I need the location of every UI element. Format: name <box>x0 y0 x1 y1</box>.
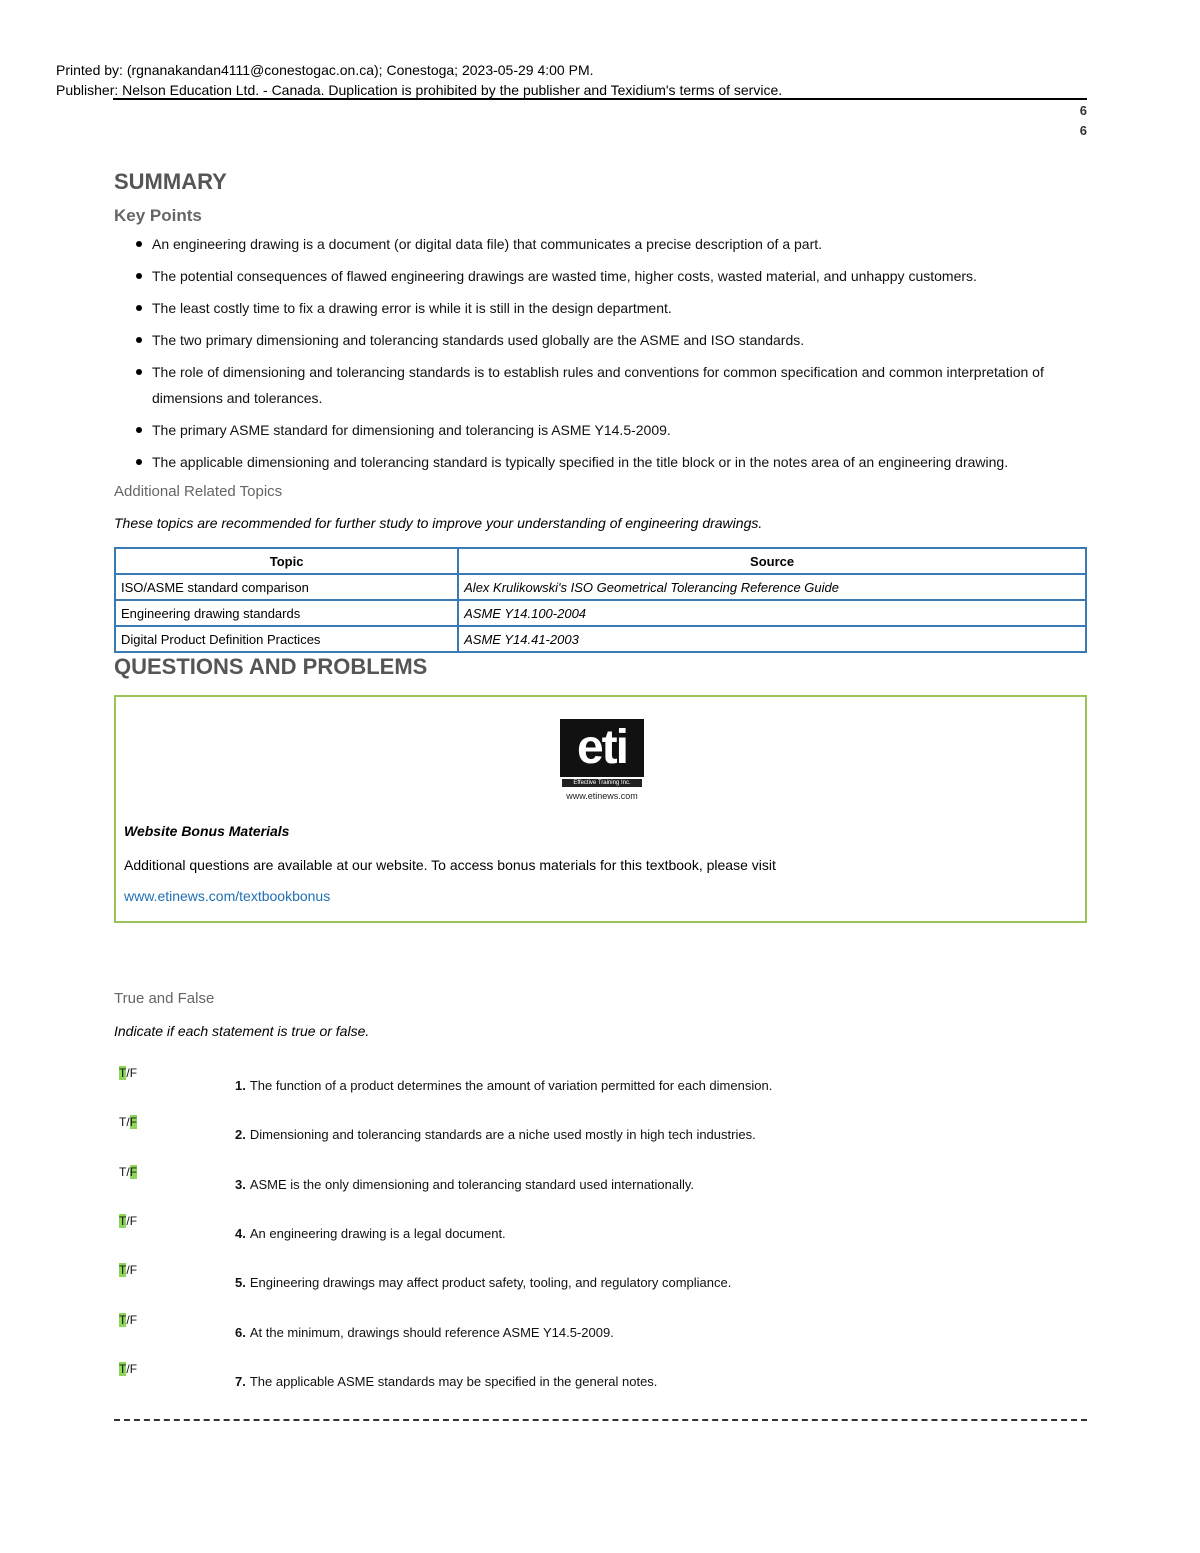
true-option[interactable]: T <box>119 1066 127 1080</box>
question-text: At the minimum, drawings should reference ASME Y14.5-2009. <box>249 1325 614 1340</box>
true-option[interactable]: T <box>119 1313 127 1327</box>
logo-url: www.etinews.com <box>566 791 638 801</box>
bullet-icon <box>136 369 142 375</box>
question-text: The function of a product determines the amount of variation permitted for each dimension. <box>249 1078 773 1093</box>
related-topics-note: These topics are recommended for further study to improve your understanding of engineering drawings. <box>114 515 763 531</box>
list-item: The primary ASME standard for dimensioning and tolerancing is ASME Y14.5-2009. <box>114 417 1087 443</box>
tf-answer-mark[interactable] <box>119 1313 137 1327</box>
question-number: 6. <box>235 1325 246 1340</box>
bullet-icon <box>136 459 142 465</box>
topic-cell: ISO/ASME standard comparison <box>115 574 458 600</box>
tf-question <box>235 1078 772 1093</box>
source-cell: ASME Y14.100-2004 <box>458 600 1086 626</box>
true-false-heading: True and False <box>114 990 215 1007</box>
tf-item <box>114 1313 1087 1343</box>
question-number: 2. <box>235 1127 246 1142</box>
source-cell: ASME Y14.41-2003 <box>458 626 1086 652</box>
false-option[interactable]: F <box>129 1263 138 1277</box>
false-option[interactable]: F <box>129 1165 138 1179</box>
source-cell: Alex Krulikowski's ISO Geometrical Tolerancing Reference Guide <box>458 574 1086 600</box>
tf-answer-mark[interactable] <box>119 1263 137 1277</box>
eti-logo <box>560 719 644 801</box>
bullet-icon <box>136 427 142 433</box>
tf-item <box>114 1115 1087 1145</box>
printed-by-line: Printed by: (rgnanakandan4111@conestogac.on.ca); Conestoga; 2023-05-29 4:00 PM. <box>56 62 594 78</box>
bullet-icon <box>136 337 142 343</box>
list-item: The least costly time to fix a drawing error is while it is still in the design department. <box>114 295 1087 321</box>
bullet-icon <box>136 305 142 311</box>
question-number: 7. <box>235 1374 246 1389</box>
false-option[interactable]: F <box>129 1362 138 1376</box>
bonus-title: Website Bonus Materials <box>124 823 290 839</box>
true-option[interactable]: T <box>119 1165 127 1179</box>
tf-question <box>235 1275 731 1290</box>
bullet-icon <box>136 273 142 279</box>
related-topics-table <box>114 547 1087 653</box>
header-divider <box>113 98 1087 100</box>
question-number: 5. <box>235 1275 246 1290</box>
false-option[interactable]: F <box>129 1115 138 1129</box>
question-text: The applicable ASME standards may be specified in the general notes. <box>249 1374 658 1389</box>
tf-item <box>114 1362 1087 1392</box>
bonus-link[interactable]: www.etinews.com/textbookbonus <box>124 888 331 904</box>
option-separator: / <box>126 1066 130 1080</box>
true-option[interactable]: T <box>119 1362 127 1376</box>
false-option[interactable]: F <box>129 1313 138 1327</box>
main-content <box>114 168 1087 923</box>
true-false-note: Indicate if each statement is true or false. <box>114 1023 370 1039</box>
tf-answer-mark[interactable] <box>119 1362 137 1376</box>
option-separator: / <box>126 1362 130 1376</box>
false-option[interactable]: F <box>129 1214 138 1228</box>
tf-item <box>114 1263 1087 1293</box>
tf-question <box>235 1127 756 1142</box>
list-item: The two primary dimensioning and tolerancing standards used globally are the ASME and ISO standards. <box>114 327 1087 353</box>
column-header-topic: Topic <box>115 548 458 574</box>
column-header-source: Source <box>458 548 1086 574</box>
tf-answer-mark[interactable] <box>119 1115 137 1129</box>
option-separator: / <box>126 1115 130 1129</box>
questions-heading: QUESTIONS AND PROBLEMS <box>114 654 428 679</box>
tf-question <box>235 1325 614 1340</box>
tf-answer-mark[interactable] <box>119 1214 137 1228</box>
table-row <box>115 626 1086 652</box>
tf-item <box>114 1066 1087 1096</box>
question-text: ASME is the only dimensioning and tolerancing standard used internationally. <box>249 1177 695 1192</box>
bonus-text: Additional questions are available at our website. To access bonus materials for this textbook, please visit <box>124 857 776 873</box>
print-header <box>56 60 782 100</box>
bonus-materials-box <box>114 695 1087 923</box>
key-points-list <box>114 231 1087 475</box>
true-option[interactable]: T <box>119 1263 127 1277</box>
table-header-row <box>115 548 1086 574</box>
list-item: The applicable dimensioning and tolerancing standard is typically specified in the title block or in the notes area of an engineering drawing. <box>114 449 1087 475</box>
tf-answer-mark[interactable] <box>119 1066 137 1080</box>
table-row <box>115 600 1086 626</box>
true-option[interactable]: T <box>119 1115 127 1129</box>
table-row <box>115 574 1086 600</box>
tf-question <box>235 1177 694 1192</box>
bottom-divider <box>114 1419 1087 1421</box>
false-option[interactable]: F <box>129 1066 138 1080</box>
tf-item <box>114 1165 1087 1195</box>
logo-tagline: Effective Training Inc. <box>562 779 642 787</box>
summary-heading: SUMMARY <box>114 169 227 194</box>
publisher-line: Publisher: Nelson Education Ltd. - Canada. Duplication is prohibited by the publisher and Texidium's terms of service. <box>56 82 783 98</box>
list-item: The potential consequences of flawed engineering drawings are wasted time, higher costs, wasted material, and unhappy customers. <box>114 263 1087 289</box>
tf-question <box>235 1374 657 1389</box>
option-separator: / <box>126 1214 130 1228</box>
related-topics-heading: Additional Related Topics <box>114 483 283 500</box>
key-points-heading: Key Points <box>114 206 202 225</box>
true-option[interactable]: T <box>119 1214 127 1228</box>
question-number: 1. <box>235 1078 246 1093</box>
option-separator: / <box>126 1313 130 1327</box>
list-item: An engineering drawing is a document (or digital data file) that communicates a precise description of a part. <box>114 231 1087 257</box>
logo-letters: eti <box>576 721 627 774</box>
question-text: Dimensioning and tolerancing standards are a niche used mostly in high tech industries. <box>249 1127 756 1142</box>
topic-cell: Digital Product Definition Practices <box>115 626 458 652</box>
page-number: 6 <box>1079 103 1087 118</box>
question-number: 4. <box>235 1226 246 1241</box>
question-number: 3. <box>235 1177 246 1192</box>
option-separator: / <box>126 1263 130 1277</box>
page-number-secondary: 6 <box>1079 123 1087 138</box>
bullet-icon <box>136 241 142 247</box>
tf-answer-mark[interactable] <box>119 1165 137 1179</box>
question-text: Engineering drawings may affect product safety, tooling, and regulatory compliance. <box>249 1275 732 1290</box>
tf-question <box>235 1226 506 1241</box>
tf-item <box>114 1214 1087 1244</box>
list-item: The role of dimensioning and tolerancing standards is to establish rules and conventions for common specification and common interpretation of dimensions and tolerances. <box>114 359 1087 411</box>
question-text: An engineering drawing is a legal document. <box>249 1226 506 1241</box>
topic-cell: Engineering drawing standards <box>115 600 458 626</box>
option-separator: / <box>126 1165 130 1179</box>
